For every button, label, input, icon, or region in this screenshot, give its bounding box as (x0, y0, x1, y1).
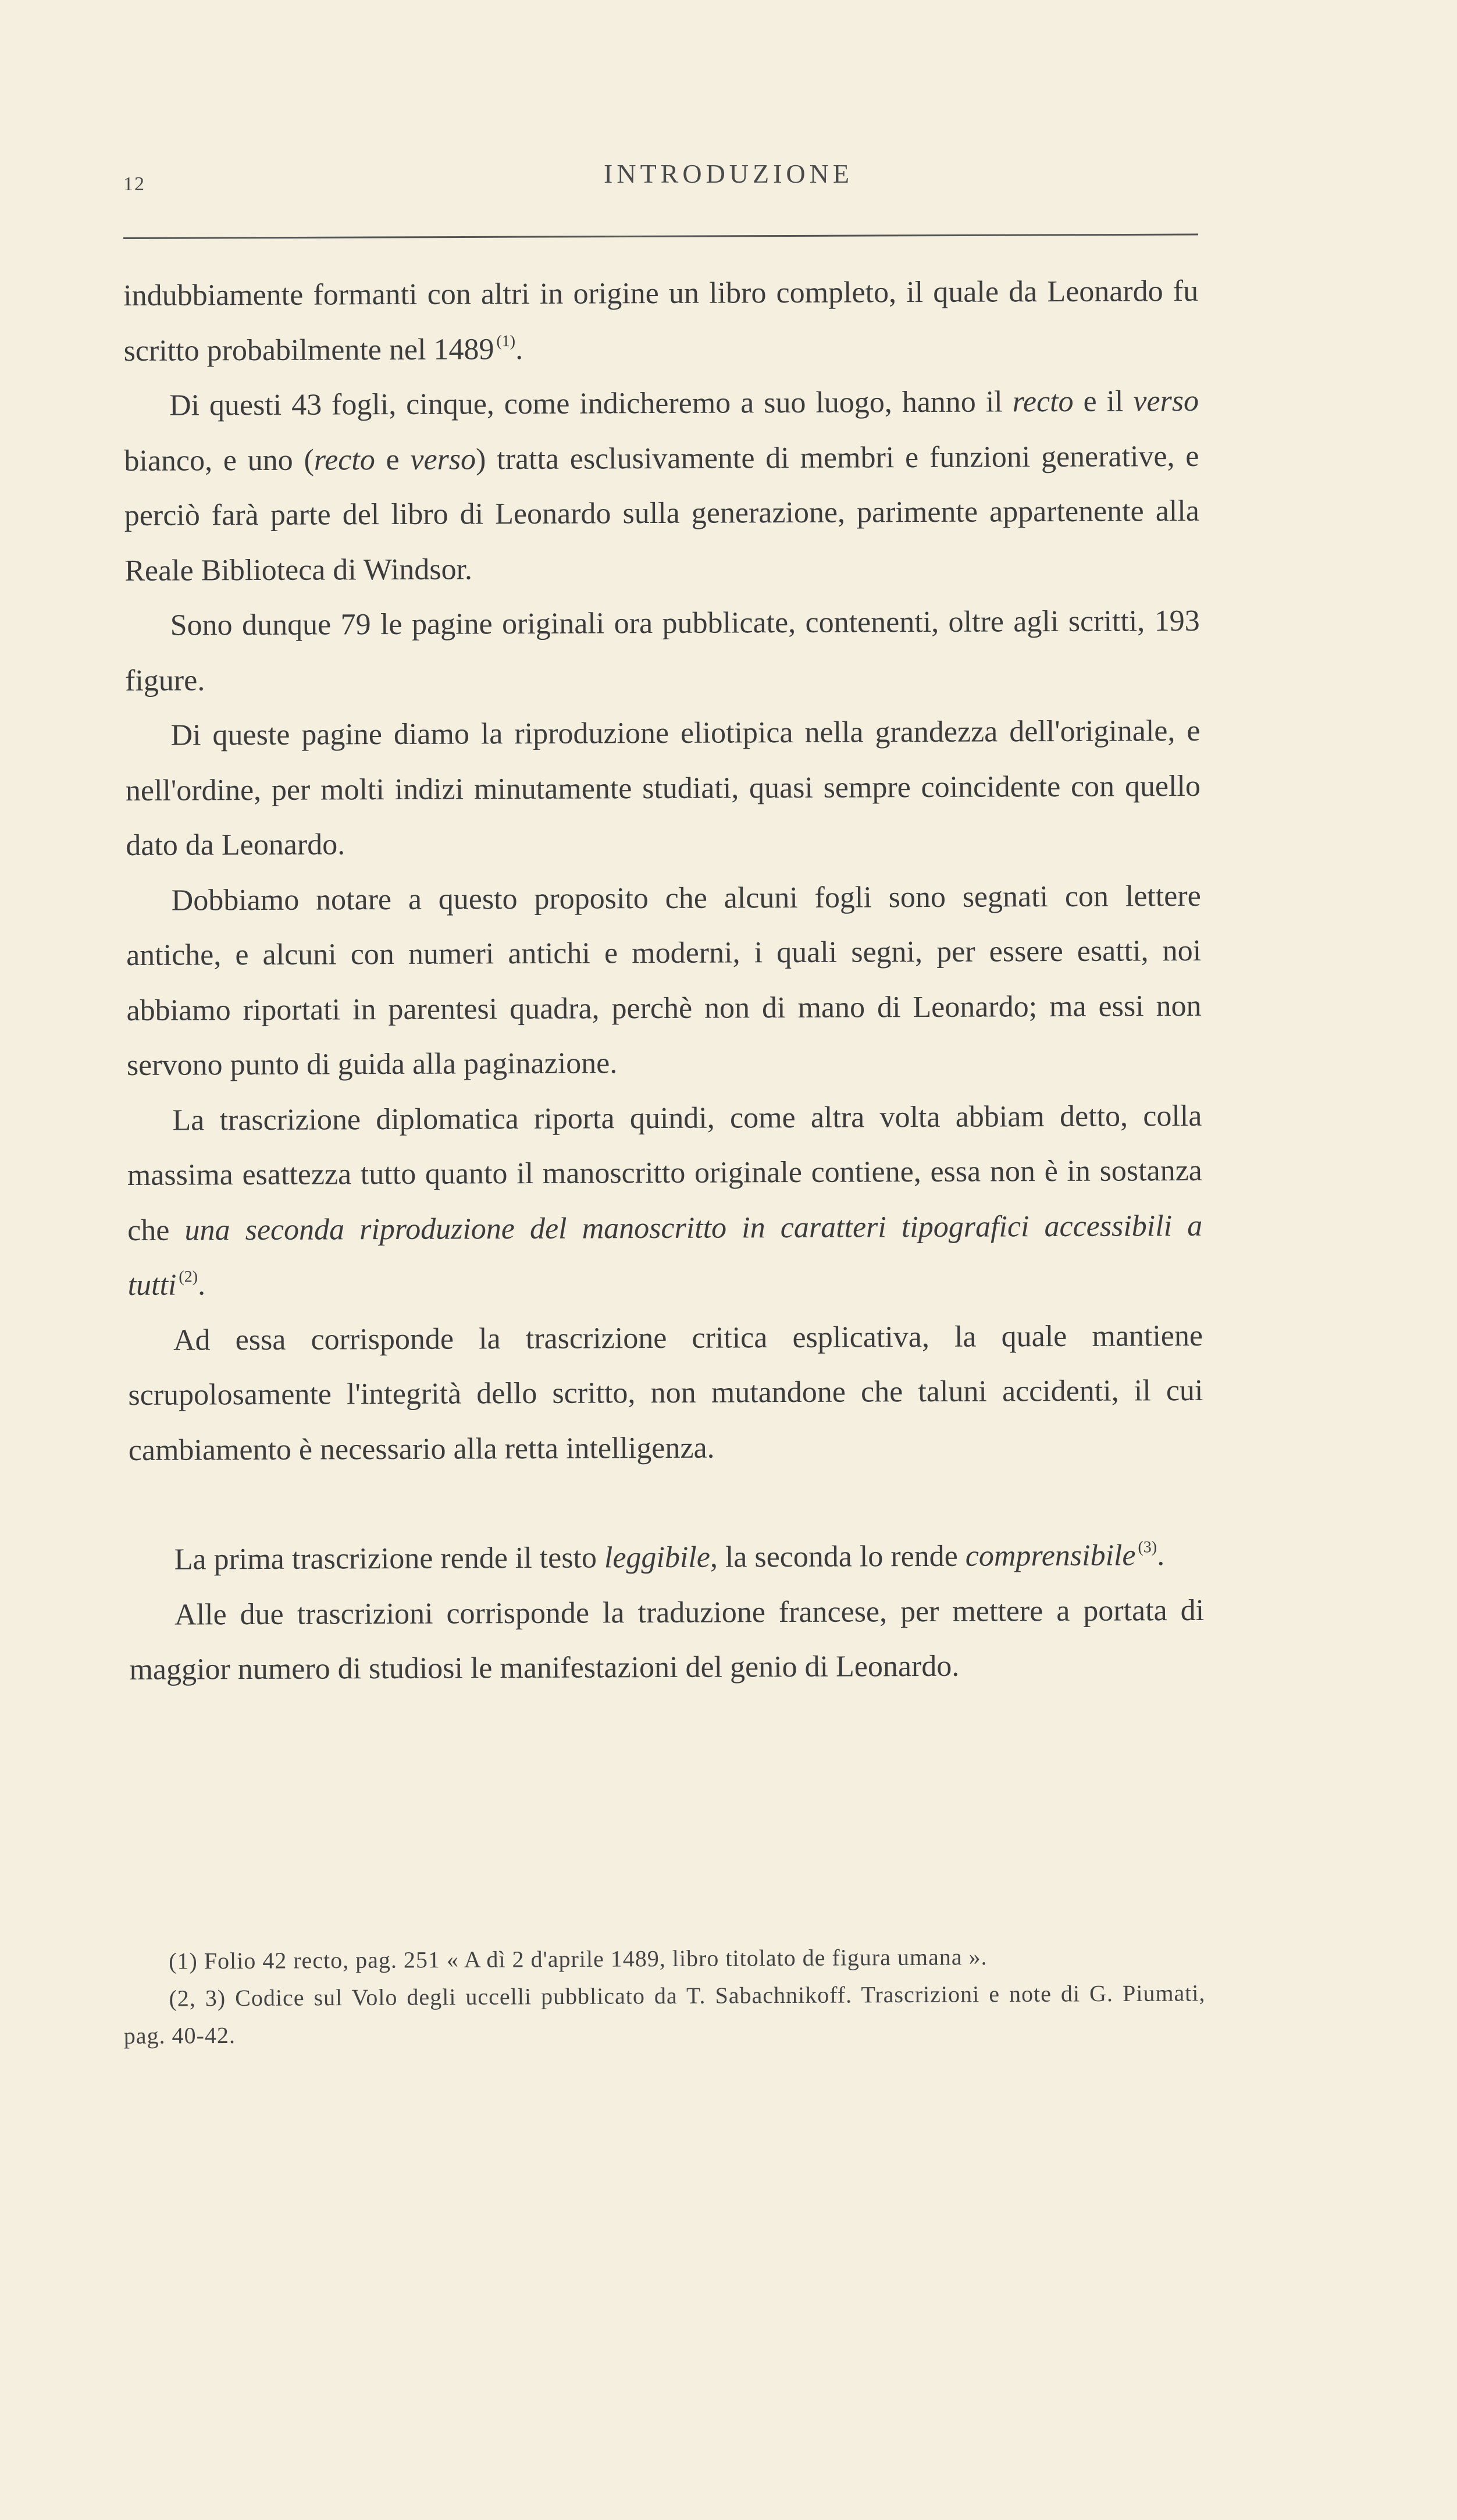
paragraph-2-i: ) tratta esclusivamente di membri e funzioni generative, e perciò farà parte del libro di Leonardo sulla generazione, parimente appartenente alla Reale Biblioteca di Windsor. (124, 439, 1199, 588)
running-title: INTRODUZIONE (604, 159, 853, 188)
footnotes (123, 1937, 1206, 2055)
footnote-1: (1) Folio 42 recto, pag. 251 « A dì 2 d'aprile 1489, libro titolato de figura umana ». (169, 1944, 988, 1974)
paragraph-8-italic-leggibile: leggibile (604, 1540, 711, 1575)
paragraph-2 (124, 374, 1200, 599)
paragraph-2-e: bianco, e uno ( (124, 443, 314, 478)
paragraph-4: Di queste pagine diamo la riproduzione eliotipica nella grandezza dell'originale, e nell'ordine, per molti indizi minutamente studiati, quasi sempre coincidente con quello dato da Leonardo. (125, 714, 1201, 862)
paragraph-1 (123, 264, 1199, 379)
paragraph-2-italic-verso-2: verso (410, 442, 476, 476)
footnote-ref-3[interactable]: (3) (1138, 1538, 1157, 1557)
body-text (123, 264, 1205, 1698)
page-number: 12 (123, 173, 145, 195)
paragraph-2-a: Di questi 43 fogli, cinque, come indicheremo a suo luogo, hanno il (169, 385, 1013, 422)
paragraph-8-tail: . (1157, 1539, 1165, 1572)
footnote-ref-1[interactable]: (1) (496, 332, 516, 350)
paragraph-8-c: , la seconda lo rende (710, 1539, 966, 1574)
paragraph-6-italic: una seconda riproduzione del manoscritto in caratteri tipografici accessibili a tutti (127, 1209, 1203, 1302)
paragraph-1-text: indubbiamente formanti con altri in origine un libro completo, il quale da Leonardo fu scritto probabilmente nel 1489 (123, 274, 1199, 368)
paragraph-8 (129, 1528, 1203, 1588)
paragraph-5: Dobbiamo notare a questo proposito che alcuni fogli sono segnati con lettere antiche, e alcuni con numeri antichi e moderni, i quali segni, per essere esatti, noi abbiamo riportati in parentesi quadra, perchè non di mano di Leonardo; ma essi non servono punto di guida alla paginazione. (126, 879, 1202, 1082)
paragraph-6 (127, 1088, 1203, 1313)
paragraph-6-tail: . (197, 1268, 206, 1302)
paragraph-6-a: La trascrizione diplomatica riporta quindi, come altra volta abbiam detto, colla massima esattezza tutto quanto il manoscritto originale contiene, essa non è in sostanza che (127, 1099, 1202, 1247)
paragraph-2-c: e il (1073, 385, 1134, 418)
paragraph-8-italic-comprensibile: comprensibile (965, 1539, 1136, 1573)
footnote-2-3: (2, 3) Codice sul Volo degli uccelli pubblicato da T. Sabachnikoff. Trascrizioni e note di G. Piumati, pag. 40-42. (123, 1980, 1206, 2049)
paragraph-3: Sono dunque 79 le pagine originali ora pubblicate, contenenti, oltre agli scritti, 193 figure. (124, 604, 1200, 697)
paragraph-8-a: La prima trascrizione rende il testo (174, 1541, 605, 1576)
paragraph-9: Alle due trascrizioni corrisponde la traduzione francese, per mettere a portata di maggior numero di studiosi le manifestazioni del genio di Leonardo. (129, 1593, 1205, 1686)
paragraph-2-italic-recto: recto (1012, 385, 1074, 419)
footnote-ref-2[interactable]: (2) (179, 1268, 198, 1286)
paragraph-1-tail: . (515, 332, 523, 366)
paragraph-2-italic-recto-2: recto (314, 443, 375, 477)
paragraph-2-g: e (375, 443, 411, 476)
paragraph-2-italic-verso: verso (1133, 384, 1199, 418)
header-rule (123, 234, 1198, 239)
paragraph-7: Ad essa corrisponde la trascrizione critica esplicativa, la quale mantiene scrupolosamente l'integrità dello scritto, non mutandone che taluni accidenti, il cui cambiamento è necessario alla retta intelligenza. (128, 1319, 1203, 1467)
